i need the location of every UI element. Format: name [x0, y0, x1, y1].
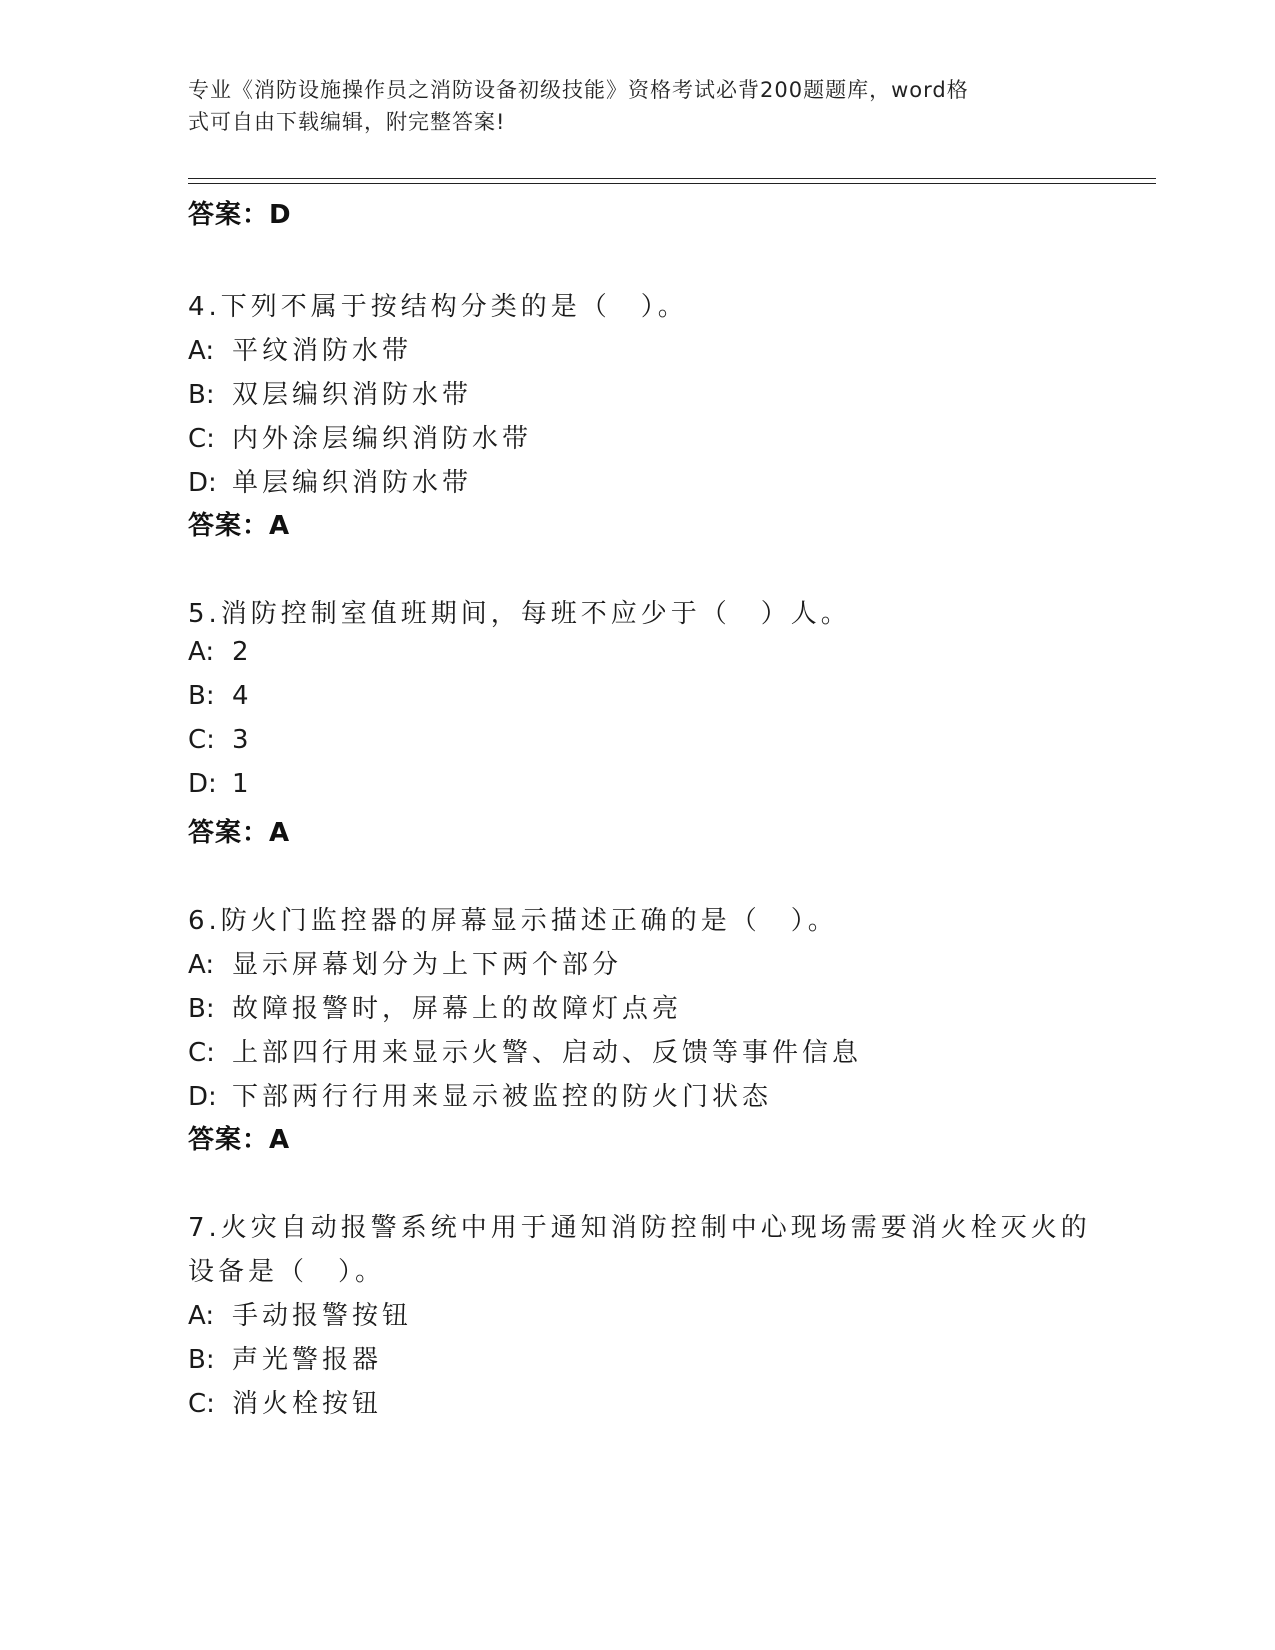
question-4-answer: 答案：A — [188, 511, 291, 541]
header-line-1: 专业《消防设施操作员之消防设备初级技能》资格考试必背200题题库，word格 — [188, 78, 969, 102]
option-label: C: — [188, 1389, 215, 1419]
document-header — [188, 74, 1068, 138]
option-text: 内外涂层编织消防水带 — [232, 424, 533, 454]
option-text: 3 — [232, 725, 253, 755]
option-text: 单层编织消防水带 — [232, 468, 473, 498]
option-text: 平纹消防水带 — [232, 336, 413, 366]
header-divider-top — [188, 178, 1156, 179]
header-line-2: 式可自由下载编辑，附完整答案! — [188, 110, 506, 134]
question-4-stem: 4.下列不属于按结构分类的是（ ）。 — [188, 292, 688, 322]
question-5-answer: 答案：A — [188, 818, 291, 848]
option-label: D: — [188, 769, 217, 799]
option-label: B: — [188, 1345, 215, 1375]
option-text: 4 — [232, 681, 253, 711]
option-text: 手动报警按钮 — [232, 1301, 413, 1331]
option-label: D: — [188, 1082, 217, 1112]
question-7-option-a — [188, 1295, 412, 1332]
option-text: 故障报警时，屏幕上的故障灯点亮 — [232, 994, 683, 1024]
option-text: 2 — [232, 637, 253, 667]
option-label: C: — [188, 1038, 215, 1068]
previous-answer: 答案：D — [188, 200, 292, 230]
option-text: 消火栓按钮 — [232, 1389, 383, 1419]
option-label: C: — [188, 424, 215, 454]
question-5-stem: 5.消防控制室值班期间，每班不应少于（ ）人。 — [188, 599, 851, 629]
option-label: D: — [188, 468, 217, 498]
header-divider-bottom — [188, 183, 1156, 184]
question-5-option-b — [188, 681, 253, 711]
option-text: 下部两行行用来显示被监控的防火门状态 — [232, 1082, 773, 1112]
option-label: C: — [188, 725, 215, 755]
option-text: 上部四行用来显示火警、启动、反馈等事件信息 — [232, 1038, 863, 1068]
option-text: 声光警报器 — [232, 1345, 383, 1375]
question-7-stem-line-2: 设备是（ ）。 — [188, 1257, 386, 1287]
question-4-option-a — [188, 330, 412, 367]
question-5-option-c — [188, 725, 253, 755]
option-text: 1 — [232, 769, 253, 799]
question-5-option-d — [188, 769, 253, 799]
option-label: A: — [188, 950, 215, 980]
question-4-option-d — [188, 462, 472, 499]
option-label: A: — [188, 1301, 215, 1331]
option-label: A: — [188, 637, 215, 667]
option-label: B: — [188, 681, 215, 711]
question-7-option-c — [188, 1383, 382, 1420]
question-6-option-c — [188, 1032, 862, 1069]
option-text: 双层编织消防水带 — [232, 380, 473, 410]
question-7-option-b — [188, 1339, 382, 1376]
question-6-option-d — [188, 1076, 772, 1113]
question-5-option-a — [188, 637, 253, 667]
question-6-option-a — [188, 944, 622, 981]
question-6-answer: 答案：A — [188, 1125, 291, 1155]
option-label: A: — [188, 336, 215, 366]
question-4-option-b — [188, 374, 472, 411]
question-6-option-b — [188, 988, 682, 1025]
question-4-option-c — [188, 418, 532, 455]
question-6-stem: 6.防火门监控器的屏幕显示描述正确的是（ ）。 — [188, 906, 838, 936]
option-text: 显示屏幕划分为上下两个部分 — [232, 950, 623, 980]
option-label: B: — [188, 994, 215, 1024]
question-7-stem-line-1: 7.火灾自动报警系统中用于通知消防控制中心现场需要消火栓灭火的 — [188, 1213, 1091, 1243]
option-label: B: — [188, 380, 215, 410]
